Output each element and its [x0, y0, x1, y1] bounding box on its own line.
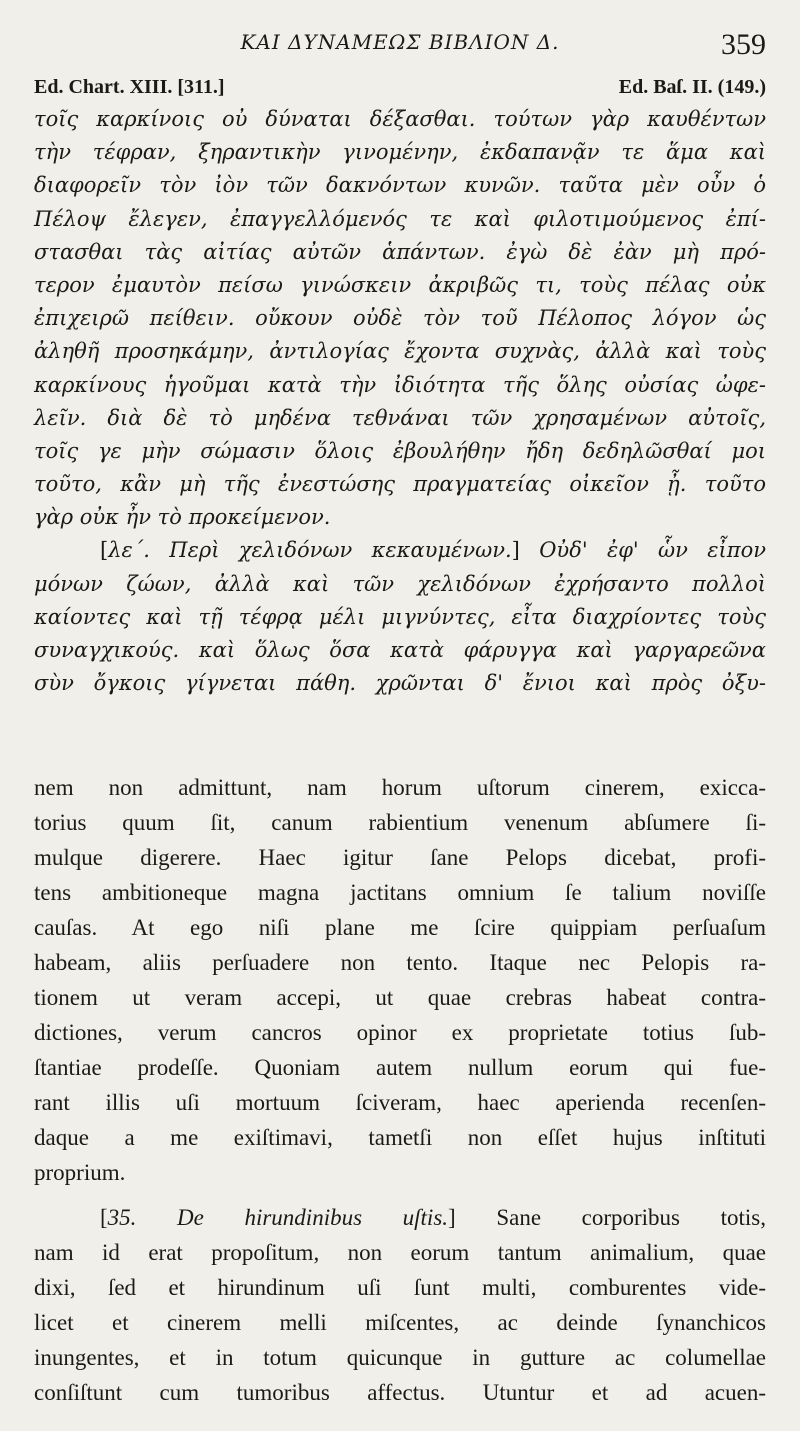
greek-line: καίοντες καὶ τῇ τέφρᾳ μέλι μιγνύντες, εἶτα διαχρίοντες τοὺς — [34, 604, 766, 629]
latin-section-heading-line — [34, 1200, 766, 1235]
latin-line: tens ambitioneque magna jactitans omnium ſe talium noviſſe — [34, 880, 766, 905]
latin-line: torius quum ſit, canum rabientium venenum abſumere ſi- — [34, 810, 766, 835]
latin-line: proprium. — [34, 1160, 126, 1185]
greek-line: λεῖν. διὰ δὲ τὸ μηδένα τεθνάναι τῶν χρησαμένων αὐτοῖς, — [34, 405, 766, 430]
greek-line: Πέλοψ ἔλεγεν, ἐπαγγελλόμενός τε καὶ φιλοτιμούμενος ἐπί- — [34, 206, 766, 231]
latin-line: ſtantiae prodeſſe. Quoniam autem nullum eorum qui fue- — [34, 1055, 766, 1080]
latin-line: nam id erat propoſitum, non eorum tantum animalium, quae — [34, 1240, 766, 1265]
latin-line: mulque digerere. Haec igitur ſane Pelops dicebat, profi- — [34, 845, 766, 870]
heading-bracket-open: [ — [100, 538, 109, 563]
latin-line: inungentes, et in totum quicunque in gutture ac columellae — [34, 1345, 766, 1370]
heading-bracket-close: ] — [511, 538, 520, 563]
latin-line: daque a me exiſtimavi, tametſi non eſſet hujus inſtituti — [34, 1125, 766, 1150]
greek-heading-continuation: Οὐδ' ἐφ' ὧν εἶπον — [519, 538, 766, 563]
heading-bracket-open: [ — [100, 1205, 108, 1230]
greek-line: σὺν ὄγκοις γίγνεται πάθη. χρῶνται δ' ἔνιοι καὶ πρὸς ὀξυ- — [34, 671, 766, 696]
greek-section-heading-line — [34, 534, 766, 567]
greek-line: διαφορεῖν τὸν ἰὸν τῶν δακνόντων κυνῶν. ταῦτα μὲν οὖν ὁ — [34, 173, 766, 198]
heading-bracket-close: ] — [448, 1205, 456, 1230]
greek-line: μόνων ζώων, ἀλλὰ καὶ τῶν χελιδόνων ἐχρήσαντο πολλοὶ — [34, 571, 766, 596]
greek-line: στασθαι τὰς αἰτίας αὐτῶν ἁπάντων. ἐγὼ δὲ ἐὰν μὴ πρό- — [34, 239, 766, 264]
latin-line: licet et cinerem melli miſcentes, ac deinde ſynanchicos — [34, 1310, 766, 1335]
greek-line: καρκίνους ἡγοῦμαι κατὰ τὴν ἰδιότητα τῆς ὅλης οὐσίας ὠφε- — [34, 372, 766, 397]
edition-reference-right: Ed. Baſ. II. (149.) — [618, 76, 766, 98]
greek-line: γὰρ οὐκ ἦν τὸ προκείμενον. — [34, 505, 331, 530]
latin-text-block — [34, 770, 766, 1410]
greek-text-block — [34, 103, 766, 700]
page-number: 359 — [721, 28, 766, 61]
greek-line: τερον ἐμαυτὸν πείσω γινώσκειν ἀκριβῶς τι, τοὺς πέλας οὐκ — [34, 272, 766, 297]
greek-line: ἐπιχειρῶ πείθειν. οὔκουν οὐδὲ τὸν τοῦ Πέλοπος λόγον ὡς — [34, 306, 766, 331]
latin-line: nem non admittunt, nam horum uſtorum cinerem, exicca- — [34, 775, 766, 800]
paragraph-gap — [34, 1190, 766, 1200]
latin-line: rant illis uſi mortuum ſciveram, haec aperienda recenſen- — [34, 1090, 766, 1115]
greek-line: συναγχικούς. καὶ ὅλως ὅσα κατὰ φάρυγγα καὶ γαργαρεῶνα — [34, 638, 766, 662]
greek-line: τὴν τέφραν, ξηραντικὴν γινομένην, ἐκδαπανᾷν τε ἅμα καὶ — [34, 140, 766, 165]
running-title: ΚΑΙ ΔΥΝΑΜΕΩΣ ΒΙΒΛΙΟΝ Δ. — [240, 30, 560, 54]
greek-line: τοῖς γε μὴν σώμασιν ὅλοις ἐβουλήθην ἤδη δεδηλῶσθαί μοι — [34, 438, 766, 463]
greek-line: τοῦτο, κἂν μὴ τῆς ἐνεστώσης πραγματείας οἰκεῖον ᾖ. τοῦτο — [34, 472, 766, 497]
latin-section-heading: 35. De hirundinibus uſtis. — [107, 1205, 449, 1230]
greek-line: ἀληθῆ προσηκάμην, ἀντιλογίας ἔχοντα συχνὰς, ἀλλὰ καὶ τοὺς — [34, 339, 766, 364]
latin-line: cauſas. At ego niſi plane me ſcire quippiam perſuaſum — [34, 915, 766, 940]
latin-line: habeam, aliis perſuadere non tento. Itaque nec Pelopis ra- — [34, 950, 766, 975]
latin-line: conſiſtunt cum tumoribus affectus. Utuntur et ad acuen- — [34, 1380, 766, 1405]
latin-line: dictiones, verum cancros opinor ex proprietate totius ſub- — [34, 1020, 766, 1045]
greek-line: τοῖς καρκίνοις οὐ δύναται δέξασθαι. τούτων γὰρ καυθέντων — [34, 107, 766, 131]
latin-line: dixi, ſed et hirundinum uſi ſunt multi, comburentes vide- — [34, 1275, 766, 1300]
latin-heading-continuation: Sane corporibus totis, — [455, 1205, 766, 1230]
latin-line: tionem ut veram accepi, ut quae crebras habeat contra- — [34, 985, 766, 1010]
greek-section-heading: λε΄. Περὶ χελιδόνων κεκαυμένων. — [108, 538, 512, 563]
edition-reference-left: Ed. Chart. XIII. [311.] — [34, 76, 225, 98]
